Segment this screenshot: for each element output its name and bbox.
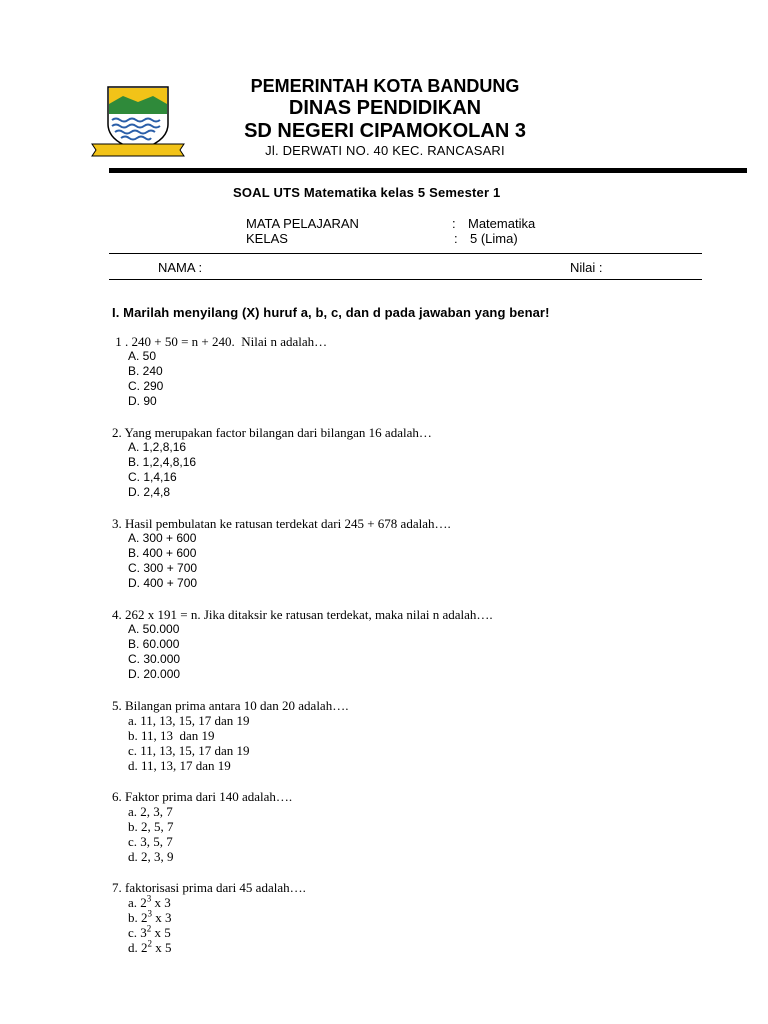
answer-option[interactable]: D. 20.000: [128, 667, 181, 681]
question-text: 6. Faktor prima dari 140 adalah….: [112, 789, 293, 804]
answer-option[interactable]: C. 30.000: [128, 652, 181, 666]
answer-option[interactable]: b. 11, 13 dan 19: [128, 728, 215, 743]
option-exponent: 2: [146, 923, 152, 934]
name-row-top-rule: [109, 253, 702, 254]
answer-option[interactable]: C. 300 + 700: [128, 561, 198, 575]
option-exponent: 2: [147, 938, 152, 949]
answer-option[interactable]: C. 290: [128, 379, 164, 393]
school-name: SD NEGERI CIPAMOKOLAN 3: [244, 120, 526, 142]
subject-value: Matematika: [468, 216, 536, 231]
school-address: Jl. DERWATI NO. 40 KEC. RANCASARI: [265, 143, 505, 158]
exam-title: SOAL UTS Matematika kelas 5 Semester 1: [233, 185, 501, 200]
score-field-label: Nilai :: [570, 260, 603, 275]
class-label: KELAS: [246, 231, 288, 246]
answer-option[interactable]: c. 11, 13, 15, 17 dan 19: [128, 743, 250, 758]
question-text: 2. Yang merupakan factor bilangan dari bilangan 16 adalah…: [112, 425, 432, 440]
option-base: a. 2: [128, 895, 147, 910]
question-text: 4. 262 x 191 = n. Jika ditaksir ke ratusan terdekat, maka nilai n adalah….: [112, 607, 493, 622]
name-field-label: NAMA :: [158, 260, 203, 275]
answer-option[interactable]: D. 90: [128, 394, 157, 408]
answer-option[interactable]: a. 11, 13, 15, 17 dan 19: [128, 713, 250, 728]
class-value: 5 (Lima): [470, 231, 518, 246]
question-text: 7. faktorisasi prima dari 45 adalah….: [112, 880, 306, 895]
answer-option[interactable]: B. 60.000: [128, 637, 180, 651]
option-base: d. 2: [128, 940, 148, 955]
subject-colon: :: [452, 216, 456, 231]
answer-option[interactable]: d. 11, 13, 17 dan 19: [128, 758, 231, 773]
option-rest: x 3: [152, 910, 172, 925]
answer-option[interactable]: [112, 910, 732, 925]
question-text: 3. Hasil pembulatan ke ratusan terdekat dari 245 + 678 adalah….: [112, 516, 451, 531]
option-rest: x 5: [151, 925, 171, 940]
answer-option[interactable]: [112, 925, 732, 940]
answer-option[interactable]: [112, 895, 732, 910]
answer-option[interactable]: B. 400 + 600: [128, 546, 197, 560]
answer-option[interactable]: A. 50: [128, 349, 157, 363]
question-text: 5. Bilangan prima antara 10 dan 20 adalah….: [112, 698, 349, 713]
option-rest: x 5: [152, 940, 172, 955]
city-emblem-logo: [88, 84, 188, 160]
subject-label: MATA PELAJARAN: [246, 216, 359, 231]
answer-option[interactable]: A. 1,2,8,16: [128, 440, 187, 454]
option-exponent: 3: [147, 908, 152, 919]
name-row-bottom-rule: [109, 279, 702, 280]
answer-option[interactable]: A. 50.000: [128, 622, 180, 636]
question-6: [112, 789, 732, 864]
question-list: [112, 334, 732, 971]
answer-option[interactable]: C. 1,4,16: [128, 470, 177, 484]
header-divider: [109, 168, 747, 173]
answer-option[interactable]: D. 2,4,8: [128, 485, 171, 499]
question-7: [112, 880, 732, 955]
answer-option[interactable]: [112, 940, 732, 955]
question-1: [112, 334, 732, 409]
government-name: PEMERINTAH KOTA BANDUNG: [250, 76, 520, 96]
answer-option[interactable]: a. 2, 3, 7: [128, 804, 173, 819]
answer-option[interactable]: b. 2, 5, 7: [128, 819, 174, 834]
department-name: DINAS PENDIDIKAN: [288, 97, 482, 119]
answer-option[interactable]: B. 240: [128, 364, 163, 378]
answer-option[interactable]: c. 3, 5, 7: [128, 834, 173, 849]
option-base: c. 3: [128, 925, 147, 940]
option-base: b. 2: [128, 910, 148, 925]
question-3: [112, 516, 732, 591]
answer-option[interactable]: B. 1,2,4,8,16: [128, 455, 197, 469]
class-colon: :: [454, 231, 458, 246]
option-exponent: 3: [146, 893, 152, 904]
question-4: [112, 607, 732, 682]
option-rest: x 3: [151, 895, 171, 910]
question-5: [112, 698, 732, 773]
answer-option[interactable]: A. 300 + 600: [128, 531, 197, 545]
question-text: 1 . 240 + 50 = n + 240. Nilai n adalah…: [112, 334, 328, 349]
instruction-text: I. Marilah menyilang (X) huruf a, b, c, dan d pada jawaban yang benar!: [112, 305, 550, 320]
question-2: [112, 425, 732, 500]
answer-option[interactable]: D. 400 + 700: [128, 576, 198, 590]
answer-option[interactable]: d. 2, 3, 9: [128, 849, 174, 864]
